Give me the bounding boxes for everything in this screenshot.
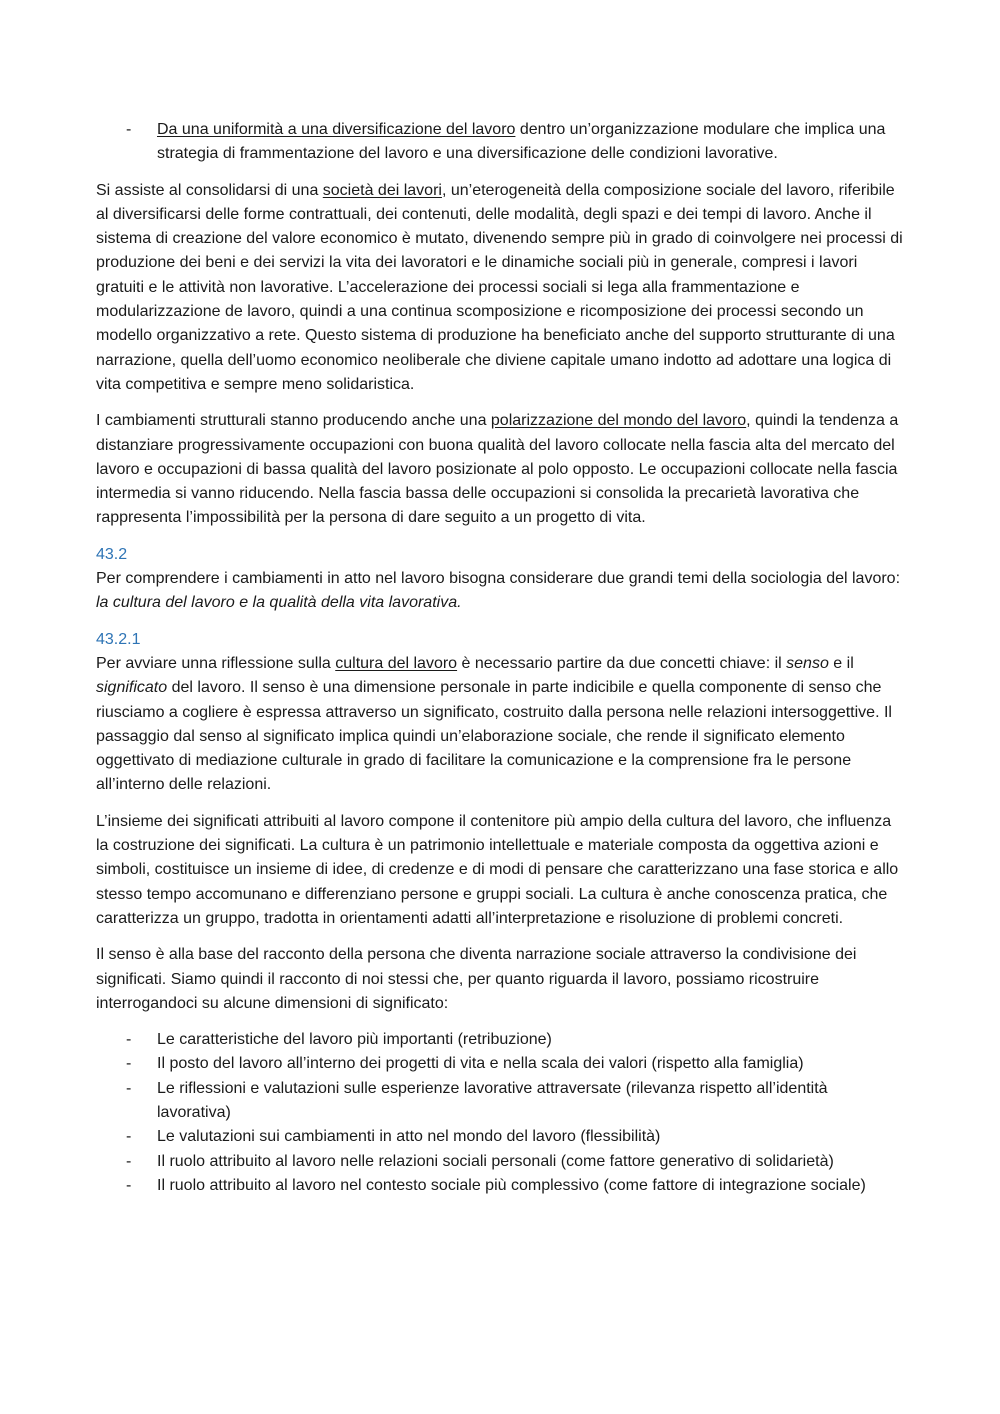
section-paragraph (96, 567, 904, 616)
list-item-text: Le riflessioni e valutazioni sulle esperienze lavorative attraversate (rilevanza rispetto all’identità lavorativa) (157, 1079, 828, 1121)
bullet-dash: - (126, 1079, 132, 1097)
italic-phrase: significato (96, 679, 168, 697)
text-run: , un’eterogeneità della composizione sociale del lavoro, riferibile al diversificarsi delle forme contrattuali, dei contenuti, delle modalità, degli spazi e dei tempi di lavoro. Anche il sistema di creazione del valore economico è mutato, divenendo sempre più in grado di coinvolgere nei processi di produzione dei beni e dei servizi la vita dei lavoratori e le dinamiche sociali più in generale, compresi i lavori gratuiti e le attività non lavorative. L’accelerazione dei processi sociali si lega alla frammentazione e modularizzazione de lavoro, quindi a una continua scomposizione e ricomposizione dei processi secondo un modello organizzativo a rete. Questo sistema di produzione ha beneficiato anche del supporto strutturante di una narrazione, quella dell’uomo economico neoliberale che diviene capitale umano indotto ad adottare una logica di vita competitiva e sempre meno solidaristica. (96, 181, 903, 393)
text-run: Per comprendere i cambiamenti in atto nel lavoro bisogna considerare due grandi temi della sociologia del lavoro: (96, 570, 901, 588)
text-run: Per avviare unna riflessione sulla (96, 654, 336, 672)
list-item (96, 1077, 904, 1126)
list-item-text: Il posto del lavoro all’interno dei progetti di vita e nella scala dei valori (rispetto alla famiglia) (157, 1055, 804, 1073)
intro-bullet-list (96, 118, 904, 167)
section-paragraph (96, 652, 904, 798)
text-run: è necessario partire da due concetti chiave: il (457, 654, 787, 672)
bullet-dash: - (126, 1152, 132, 1170)
underlined-phrase: polarizzazione del mondo del lavoro (490, 412, 747, 430)
section-43-2-1 (96, 628, 904, 798)
bullet-dash: - (126, 1055, 132, 1073)
bullet-dash: - (126, 121, 132, 138)
list-item (96, 1125, 904, 1149)
list-item-text: Le valutazioni sui cambiamenti in atto nel mondo del lavoro (flessibilità) (157, 1128, 661, 1146)
list-item (96, 118, 904, 167)
text-run: I cambiamenti strutturali stanno producendo anche una (96, 412, 491, 430)
section-heading: 43.2 (96, 545, 128, 563)
list-item-text: Le caratteristiche del lavoro più importanti (retribuzione) (157, 1031, 552, 1049)
italic-phrase: la cultura del lavoro e la qualità della vita lavorativa. (96, 594, 462, 612)
underlined-phrase: Da una uniformità a una diversificazione del lavoro (157, 121, 516, 138)
text-run: e il (828, 654, 854, 672)
list-item (96, 1028, 904, 1052)
bullet-dash: - (126, 1031, 132, 1049)
text-run: del lavoro. Il senso è una dimensione personale in parte indicibile e quella componente di senso che riusciamo a cogliere è espressa attraverso un significato, costruito dalla persona nelle relazioni intersoggettive. Il passaggio dal senso al significato implica quindi un’elaborazione sociale, che rende il significato elemento oggettivato di mediazione culturale in grado di facilitare la comunicazione e la comprensione fra le persone all’interno delle relazioni. (96, 679, 892, 794)
underlined-phrase: società dei lavori (322, 181, 442, 199)
list-item-text: Il ruolo attribuito al lavoro nel contesto sociale più complessivo (come fattore di integrazione sociale) (157, 1176, 866, 1194)
paragraph-cultura-del-lavoro: L’insieme dei significati attribuiti al lavoro compone il contenitore più ampio della cultura del lavoro, che influenza la costruzione dei significati. La cultura è un patrimonio intellettuale e materiale composta da oggettiva azioni e simboli, costituisce un insieme di idee, di credenze e di modi di pensare che caratterizzano una fase storica e allo stesso tempo accomunano e differenziano persone e gruppi sociali. La cultura è anche conoscenza pratica, che caratterizza un gruppo, tradotta in orientamenti adatti all’interpretazione e risoluzione di problemi concreti. (96, 812, 899, 927)
paragraph-polarizzazione (96, 409, 904, 530)
list-item (96, 1174, 904, 1198)
italic-phrase: senso (786, 654, 829, 672)
dimensions-list (96, 1028, 904, 1198)
text-run: , quindi la tendenza a distanziare progressivamente occupazioni con buona qualità del lavoro collocate nella fascia alta del mercato del lavoro e occupazioni di bassa qualità del lavoro posizionate al polo opposto. Le occupazioni collocate nella fascia intermedia si vanno riducendo. Nella fascia bassa delle occupazioni si consolida la precarietà lavorativa che rappresenta l’impossibilità per la persona di dare seguito a un progetto di vita. (96, 412, 899, 527)
paragraph-senso-racconto: Il senso è alla base del racconto della persona che diventa narrazione sociale attraverso la condivisione dei significati. Siamo quindi il racconto di noi stessi che, per quanto riguarda il lavoro, possiamo ricostruire interrogandoci su alcune dimensioni di significato: (96, 946, 857, 1012)
list-item-text: Il ruolo attribuito al lavoro nelle relazioni sociali personali (come fattore generativo di solidarietà) (157, 1152, 834, 1170)
bullet-text: dentro un’organizzazione modulare che implica una strategia di frammentazione del lavoro e una diversificazione delle condizioni lavorative. (157, 121, 886, 163)
section-heading: 43.2.1 (96, 630, 141, 648)
bullet-dash: - (126, 1176, 132, 1194)
paragraph-societa-dei-lavori (96, 179, 904, 398)
list-item (96, 1150, 904, 1174)
section-43-2 (96, 543, 904, 616)
underlined-phrase: cultura del lavoro (335, 654, 458, 672)
list-item (96, 1052, 904, 1076)
text-run: Si assiste al consolidarsi di una (96, 181, 323, 199)
bullet-dash: - (126, 1128, 132, 1146)
